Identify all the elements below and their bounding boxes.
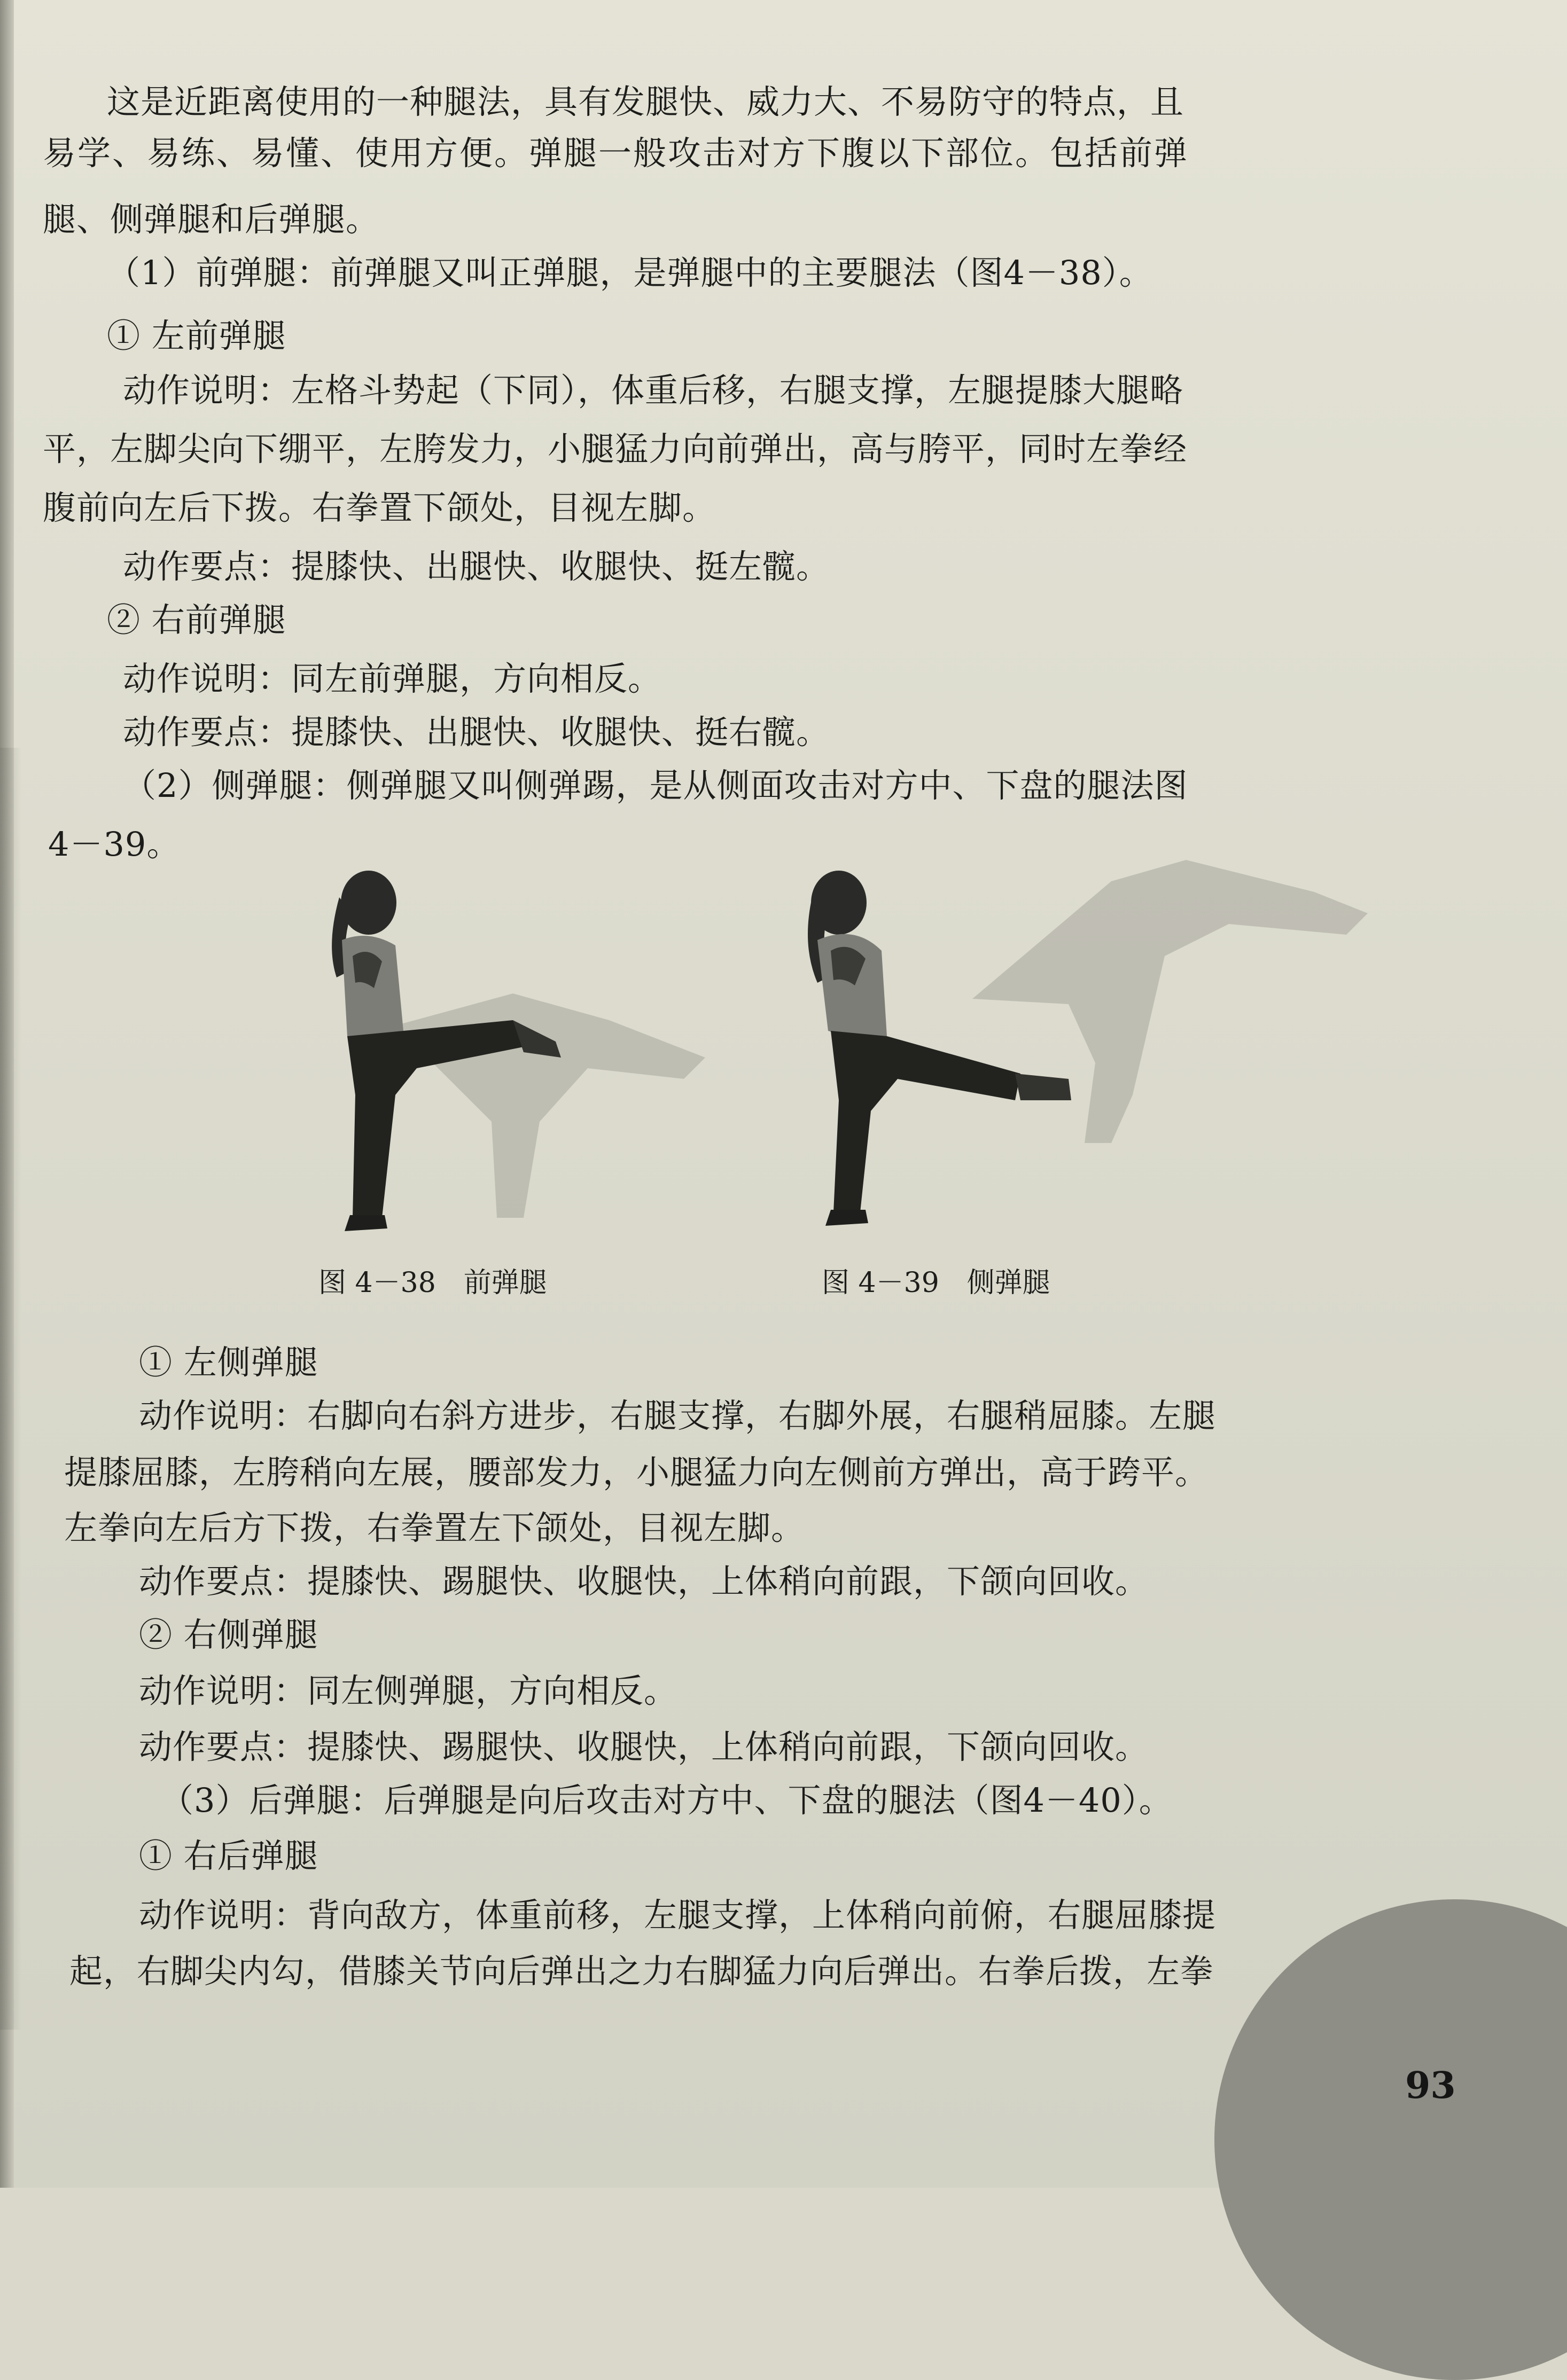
figure-side-snap-kick	[780, 860, 1101, 1234]
section-heading: （1）前弹腿：前弹腿又叫正弹腿，是弹腿中的主要腿法（图4－38）。	[107, 253, 1153, 292]
section-heading: （3）后弹腿：后弹腿是向后攻击对方中、下盘的腿法（图4－40）。	[160, 1781, 1173, 1820]
subsection-heading: ① 左侧弹腿	[139, 1343, 318, 1382]
paragraph-line: 动作要点：提膝快、出腿快、收腿快、挺左髋。	[123, 547, 830, 586]
figure-caption: 图 4－39 侧弹腿	[822, 1267, 1050, 1299]
paragraph-line: 动作说明：左格斗势起（下同），体重后移，右腿支撑，左腿提膝大腿略	[123, 371, 1184, 410]
paragraph-line: 动作说明：同左前弹腿，方向相反。	[123, 659, 662, 698]
paragraph-line: 动作说明：右脚向右斜方进步，右腿支撑，右脚外展，右腿稍屈膝。左腿	[139, 1396, 1217, 1435]
paragraph-line: 动作要点：提膝快、踢腿快、收腿快，上体稍向前跟，下颌向回收。	[139, 1727, 1149, 1766]
page-margin-shadow	[0, 748, 21, 2030]
paragraph-line: 腹前向左后下拨。右拳置下颌处，目视左脚。	[43, 488, 716, 527]
subsection-heading: ② 右侧弹腿	[139, 1615, 318, 1654]
section-heading: （2）侧弹腿：侧弹腿又叫侧弹踢，是从侧面攻击对方中、下盘的腿法图	[123, 766, 1188, 805]
paragraph-line: 动作要点：提膝快、踢腿快、收腿快，上体稍向前跟，下颌向回收。	[139, 1562, 1149, 1601]
thumb-shadow	[1214, 1899, 1567, 2380]
page-number: 93	[1405, 2064, 1456, 2107]
figure-caption: 图 4－38 前弹腿	[318, 1267, 547, 1299]
paragraph-line: 腿、侧弹腿和后弹腿。	[43, 200, 380, 239]
paragraph-line: 易学、易练、易懂、使用方便。弹腿一般攻击对方下腹以下部位。包括前弹	[43, 134, 1189, 173]
paragraph-line: 4－39。	[48, 825, 181, 864]
paragraph-line: 提膝屈膝，左胯稍向左展，腰部发力，小腿猛力向左侧前方弹出，高于跨平。	[64, 1453, 1209, 1492]
paragraph-line: 左拳向左后方下拨，右拳置左下颌处，目视左脚。	[64, 1508, 805, 1547]
paragraph-line: 动作要点：提膝快、出腿快、收腿快、挺右髋。	[123, 713, 830, 751]
subsection-heading: ② 右前弹腿	[107, 600, 286, 639]
subsection-heading: ① 左前弹腿	[107, 316, 286, 355]
paragraph-line: 起，右脚尖内勾，借膝关节向后弹出之力右脚猛力向后弹出。右拳后拨，左拳	[69, 1952, 1214, 1991]
paragraph-line: 这是近距离使用的一种腿法，具有发腿快、威力大、不易防守的特点，且	[107, 82, 1184, 121]
subsection-heading: ① 右后弹腿	[139, 1836, 318, 1875]
figure-front-snap-kick	[289, 865, 588, 1239]
paragraph-line: 动作说明：同左侧弹腿，方向相反。	[139, 1671, 678, 1710]
paragraph-line: 平，左脚尖向下绷平，左胯发力，小腿猛力向前弹出，高与胯平，同时左拳经	[43, 429, 1188, 468]
paragraph-line: 动作说明：背向敌方，体重前移，左腿支撑，上体稍向前俯，右腿屈膝提	[139, 1896, 1217, 1935]
